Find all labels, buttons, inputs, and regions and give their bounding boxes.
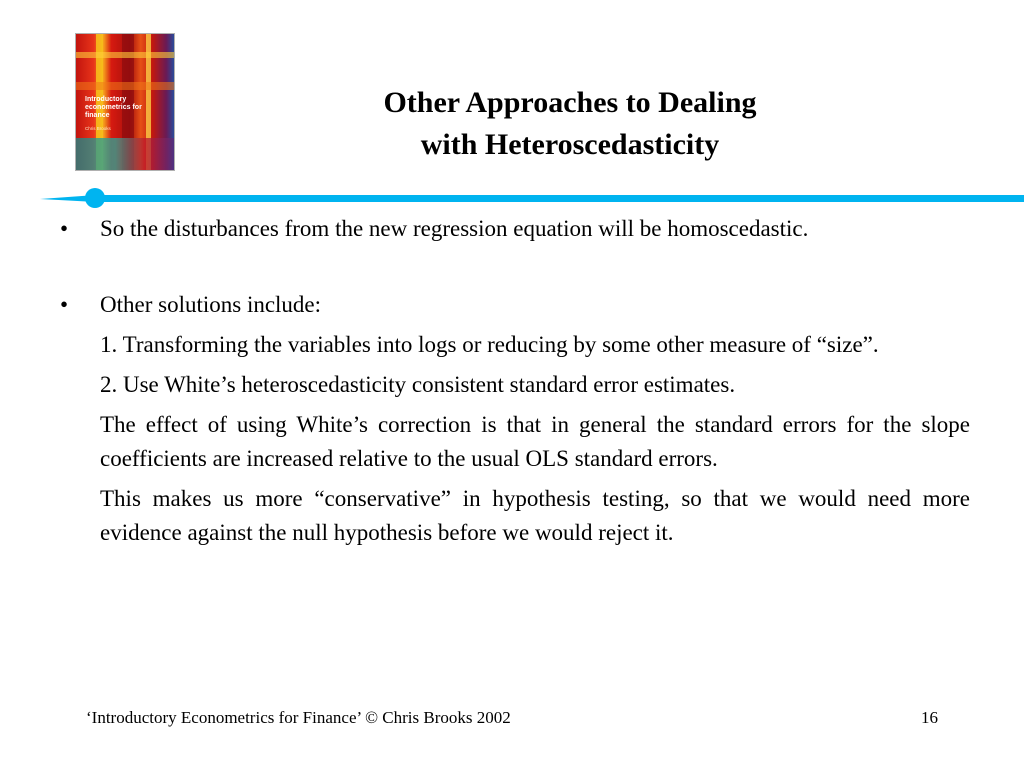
- page-number: 16: [921, 708, 938, 727]
- cover-author: Chris Brooks: [85, 126, 111, 131]
- cover-title: Introductory econometrics for finance: [85, 96, 142, 119]
- title-divider: [0, 186, 1024, 210]
- cover-stripe: [76, 52, 174, 58]
- footer-citation: ‘Introductory Econometrics for Finance’ © Chris Brooks 2002: [86, 708, 511, 727]
- divider-line: [40, 195, 1024, 202]
- cover-stripe: [76, 138, 174, 170]
- slide-body: [58, 212, 970, 550]
- conservative-testing-paragraph: This makes us more “conservative” in hypothesis testing, so that we would need more evidence against the null hypothesis before we would reject it.: [100, 486, 970, 545]
- book-cover-image: [76, 34, 174, 170]
- cover-stripe: [76, 82, 174, 90]
- bullet-text: Other solutions include:: [100, 292, 322, 317]
- bullet-marker: •: [60, 292, 69, 317]
- bullet-item: [58, 212, 970, 246]
- slide-title-line-1: Other Approaches to Dealing: [383, 86, 757, 119]
- solution-item-1: 1. Transforming the variables into logs or reducing by some other measure of “size”.: [100, 332, 879, 357]
- bullet-marker: •: [60, 216, 69, 241]
- slide-title: [300, 82, 840, 166]
- bullet-text: So the disturbances from the new regression equation will be homoscedastic.: [100, 216, 809, 241]
- white-correction-paragraph: The effect of using White’s correction is that in general the standard errors for the slope coefficients are increased relative to the usual OLS standard errors.: [100, 412, 970, 471]
- solution-item-2: 2. Use White’s heteroscedasticity consistent standard error estimates.: [100, 372, 736, 397]
- bullet-item: [58, 288, 970, 322]
- divider-dot: [85, 188, 105, 208]
- slide-title-line-2: with Heteroscedasticity: [420, 128, 720, 161]
